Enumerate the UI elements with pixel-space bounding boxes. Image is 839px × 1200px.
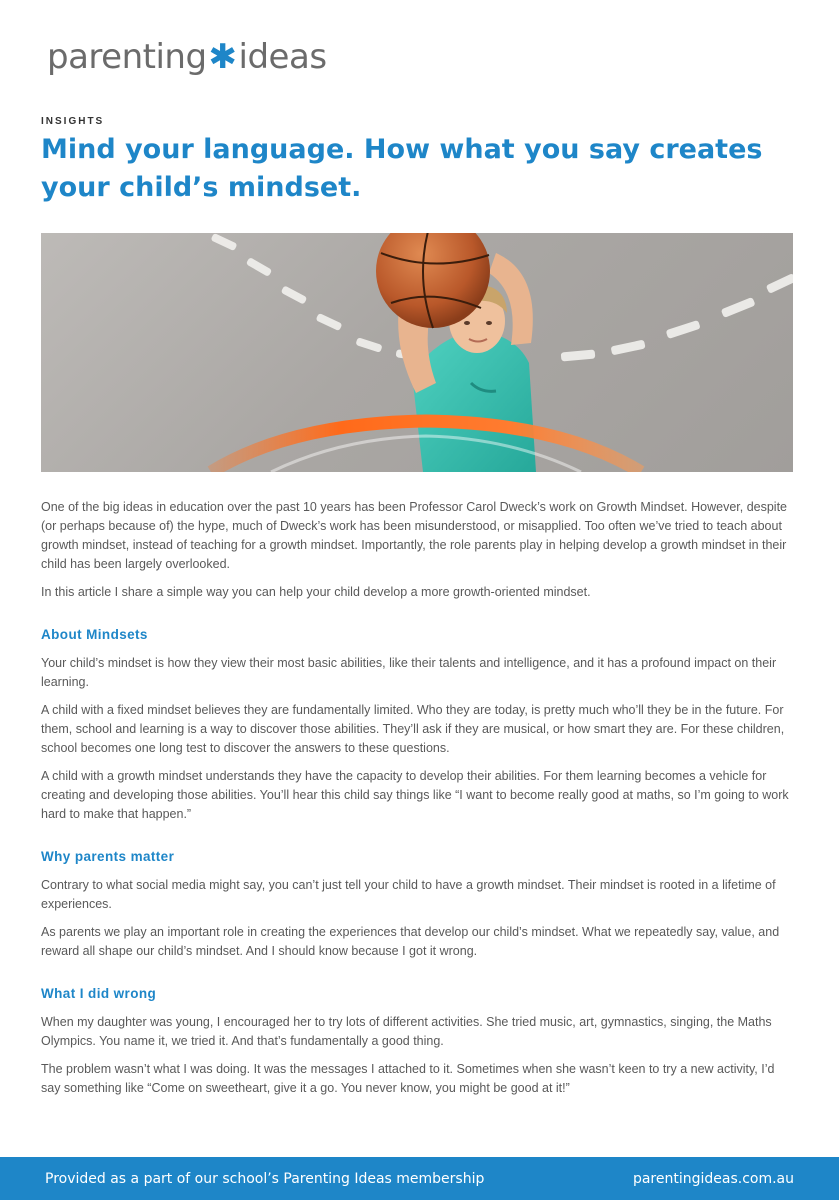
footer-website-link[interactable]: parentingideas.com.au (632, 1171, 794, 1187)
category-label: INSIGHTS (41, 116, 105, 127)
section-heading-what-i-did-wrong: What I did wrong (41, 986, 157, 1001)
footer-bar (0, 1157, 839, 1200)
footer-membership-note: Provided as a part of our school’s Parenting Ideas membership (45, 1171, 485, 1187)
intro-paragraph-2: In this article I share a simple way you can help your child develop a more growth-oriented mindset. (41, 585, 591, 599)
section-heading-why-parents-matter: Why parents matter (41, 849, 175, 864)
article-body (41, 498, 793, 1107)
paragraph: Your child’s mindset is how they view their most basic abilities, like their talents and intelligence, and it has a profound impact on their learning. (41, 656, 777, 689)
paragraph: The problem wasn’t what I was doing. It was the messages I attached to it. Sometimes when she wasn’t keen to try a new activity, I’d say something like “Come on sweetheart, give it a go. You never know, you might be good at it!” (41, 1062, 775, 1095)
paragraph: A child with a growth mindset understands they have the capacity to develop their abilities. For them learning becomes a vehicle for creating and developing those abilities. You’ll hear this child say things like “I want to become really good at maths, so I’m going to work hard to make that happen.” (41, 769, 789, 821)
paragraph: As parents we play an important role in creating the experiences that develop our child’s mindset. What we repeatedly say, value, and reward all shape our child’s mindset. And I should know because I got it wrong. (41, 925, 780, 958)
hero-image (41, 233, 793, 472)
boy-shooting-basketball-photo-icon (41, 233, 793, 472)
logo-text-ideas: ideas (238, 37, 327, 77)
paragraph: When my daughter was young, I encouraged her to try lots of different activities. She tried music, art, gymnastics, singing, the Maths Olympics. You name it, we tried it. And that’s fundamentally a good thing. (41, 1015, 772, 1048)
section-heading-about-mindsets: About Mindsets (41, 627, 148, 642)
asterisk-star-icon: ✱ (208, 37, 237, 77)
article-title: Mind your language. How what you say creates your child’s mindset. (41, 134, 763, 203)
paragraph: Contrary to what social media might say, you can’t just tell your child to have a growth mindset. Their mindset is rooted in a lifetime of experiences. (41, 878, 776, 911)
paragraph: A child with a fixed mindset believes they are fundamentally limited. Who they are today, is pretty much who’ll they be in the future. For them, school and learning is a way to discover those abilities. They’ll ask if they are musical, or how smart they are. For these children, school becomes one long test to discover the answers to these questions. (41, 703, 785, 755)
parenting-ideas-logo (47, 37, 327, 77)
logo-text-parenting: parenting (47, 37, 207, 77)
intro-paragraph-1: One of the big ideas in education over the past 10 years has been Professor Carol Dweck’s work on Growth Mindset. However, despite (or perhaps because of) the hype, much of Dweck’s work has been misunderstood, or misapplied. Too often we’ve tried to teach about growth mindset, instead of teaching for a growth mindset. Importantly, the role parents play in helping develop a growth mindset in their child has been largely overlooked. (41, 500, 787, 571)
